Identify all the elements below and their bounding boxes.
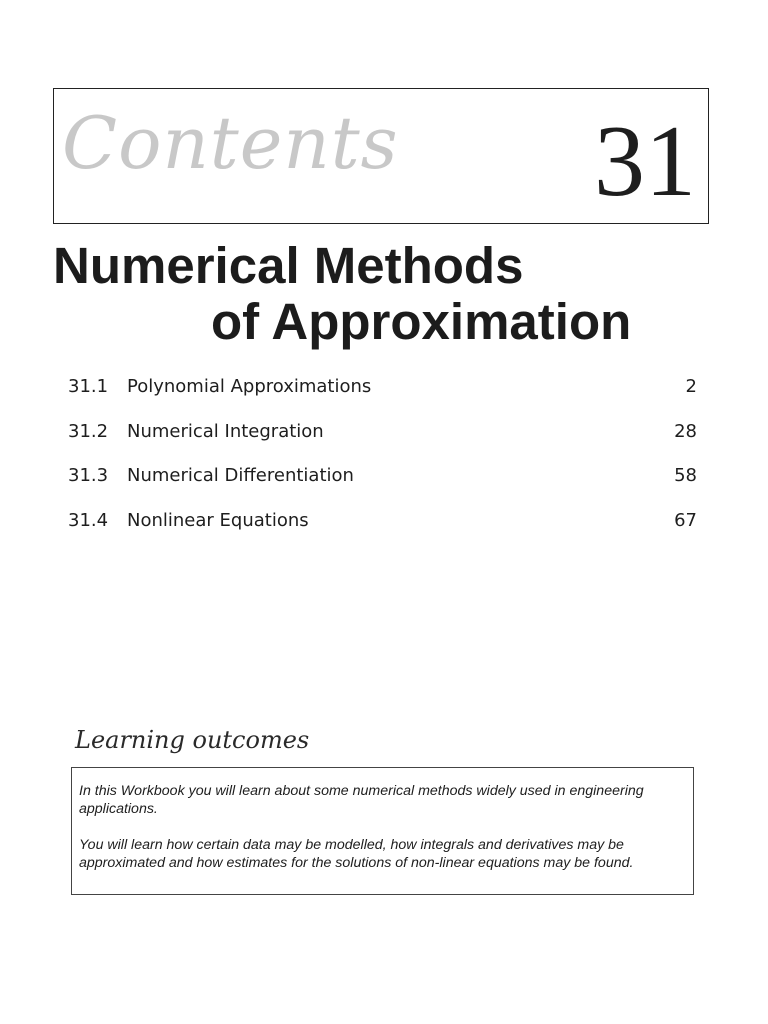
page-title-line-2: of Approximation bbox=[211, 293, 632, 350]
contents-header-box bbox=[53, 88, 709, 224]
toc-section-title[interactable]: Numerical Integration bbox=[127, 420, 324, 442]
toc-entry[interactable] bbox=[68, 421, 697, 466]
learning-outcomes-box bbox=[71, 767, 694, 895]
learning-outcomes-paragraph: In this Workbook you will learn about some numerical methods widely used in engineering applications. bbox=[79, 783, 644, 817]
toc-section-title[interactable]: Nonlinear Equations bbox=[127, 509, 309, 531]
toc-section-number: 31.4 bbox=[68, 509, 109, 531]
toc-page-number: 28 bbox=[674, 420, 697, 442]
learning-outcomes-heading: Learning outcomes bbox=[75, 726, 310, 754]
toc-entry[interactable] bbox=[68, 510, 697, 555]
learning-outcomes-paragraph: You will learn how certain data may be modelled, how integrals and derivatives may be approximated and how estimates for the solutions of non-linear equations may be found. bbox=[79, 837, 634, 871]
contents-label: Contents bbox=[62, 101, 399, 185]
toc-section-title[interactable]: Polynomial Approximations bbox=[127, 376, 372, 397]
page-title-line-1: Numerical Methods bbox=[53, 237, 524, 294]
toc-entry[interactable] bbox=[68, 465, 697, 510]
toc-section-number: 31.2 bbox=[68, 420, 109, 442]
toc-section-title[interactable]: Numerical Differentiation bbox=[127, 465, 354, 486]
toc-entry[interactable] bbox=[68, 376, 697, 421]
toc-page-number: 67 bbox=[674, 509, 697, 531]
chapter-number: 31 bbox=[594, 105, 696, 218]
table-of-contents bbox=[68, 376, 697, 554]
toc-section-number: 31.3 bbox=[68, 465, 109, 486]
toc-section-number: 31.1 bbox=[68, 376, 109, 397]
toc-page-number: 58 bbox=[674, 465, 697, 486]
toc-page-number: 2 bbox=[685, 376, 697, 397]
